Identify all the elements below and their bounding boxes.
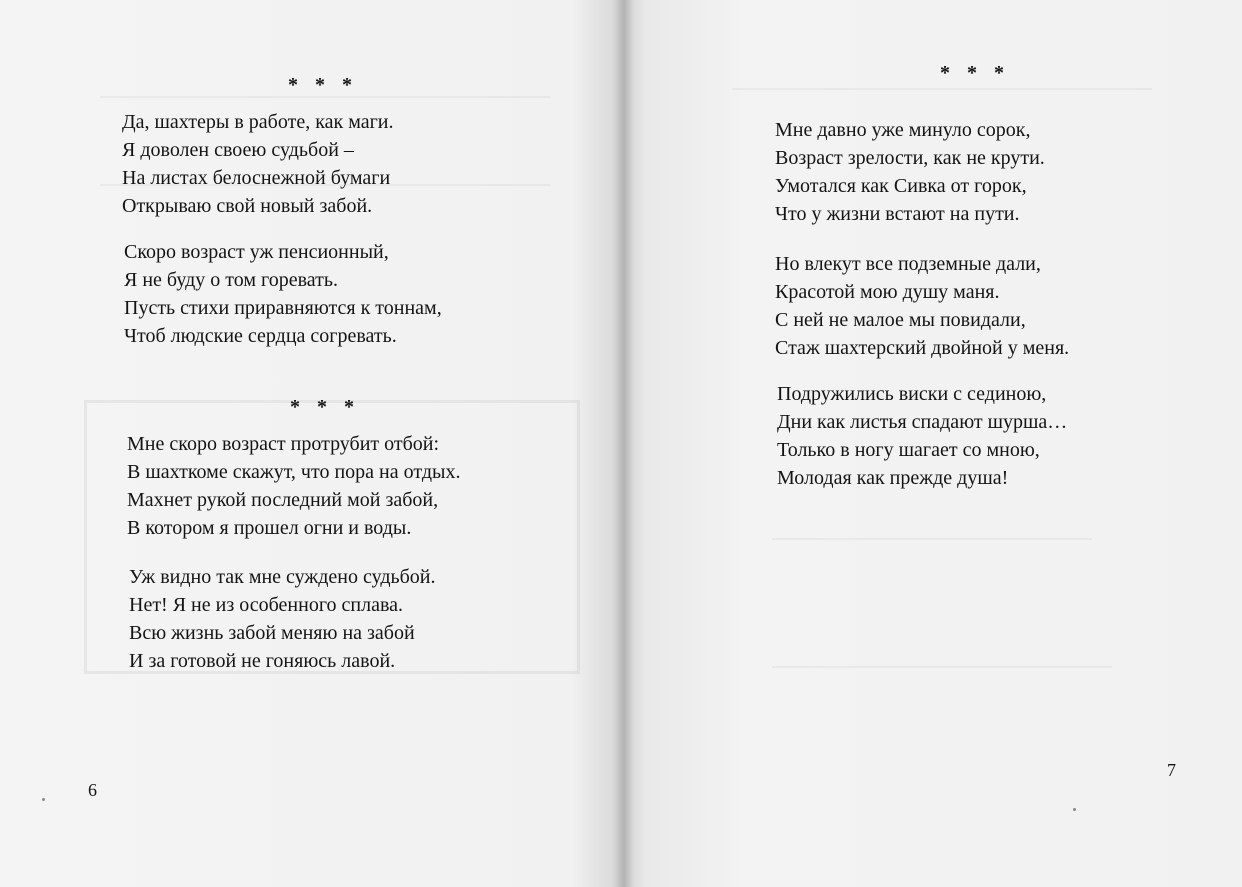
page-number: 6 <box>88 780 97 800</box>
poem-line: Скоро возраст уж пенсионный, <box>124 241 389 263</box>
bleed-through-line <box>772 538 1092 540</box>
poem-marker: * * * <box>940 62 1010 84</box>
poem-line: Я не буду о том горевать. <box>124 269 338 291</box>
poem-line: Открываю свой новый забой. <box>122 195 373 217</box>
poem-line: Красотой мою душу маня. <box>775 281 1000 303</box>
poem-line: Да, шахтеры в работе, как маги. <box>122 111 394 133</box>
poem-line: Нет! Я не из особенного сплава. <box>129 594 404 616</box>
page-number: 7 <box>1167 760 1176 780</box>
poem-line: В котором я прошел огни и воды. <box>127 517 412 539</box>
poem-line: Уж видно так мне суждено судьбой. <box>129 566 436 588</box>
poem-marker: * * * <box>288 74 358 96</box>
poem-line: Подружились виски с сединою, <box>777 383 1047 405</box>
poem-line: Чтоб людские сердца согревать. <box>124 325 397 347</box>
right-page <box>622 0 1242 887</box>
poem-line: Стаж шахтерский двойной у меня. <box>775 337 1070 359</box>
stanza <box>129 563 436 675</box>
poem-line: Пусть стихи приравняются к тоннам, <box>124 297 442 319</box>
poem-line: Махнет рукой последний мой забой, <box>127 489 439 511</box>
poem-line: Всю жизнь забой меняю на забой <box>129 622 415 644</box>
poem-marker: * * * <box>290 396 360 418</box>
poem-line: Молодая как прежде душа! <box>777 467 1009 489</box>
poem-line: На листах белоснежной бумаги <box>122 167 391 189</box>
poem-line: Возраст зрелости, как не крути. <box>775 147 1045 169</box>
bleed-through-line <box>732 88 1152 90</box>
left-page <box>0 0 620 887</box>
poem-line: Но влекут все подземные дали, <box>775 253 1041 275</box>
paper-speck <box>1073 808 1076 811</box>
stanza <box>775 116 1045 228</box>
paper-speck <box>42 798 45 801</box>
poem-line: С ней не малое мы повидали, <box>775 309 1026 331</box>
poem-line: Умотался как Сивка от горок, <box>775 175 1027 197</box>
stanza <box>124 238 442 350</box>
poem-line: Дни как листья спадают шурша… <box>777 411 1068 433</box>
bleed-through-line <box>772 666 1112 668</box>
poem-line: И за готовой не гоняюсь лавой. <box>129 650 396 672</box>
poem-line: Мне скоро возраст протрубит отбой: <box>127 433 440 455</box>
stanza <box>777 380 1067 492</box>
poem-line: Я доволен своею судьбой – <box>122 139 354 161</box>
poem-line: В шахткоме скажут, что пора на отдых. <box>127 461 461 483</box>
stanza <box>127 430 460 542</box>
poem-line: Только в ногу шагает со мною, <box>777 439 1040 461</box>
stanza <box>122 108 394 220</box>
poem-line: Что у жизни встают на пути. <box>775 203 1020 225</box>
stanza <box>775 250 1069 362</box>
poem-line: Мне давно уже минуло сорок, <box>775 119 1031 141</box>
